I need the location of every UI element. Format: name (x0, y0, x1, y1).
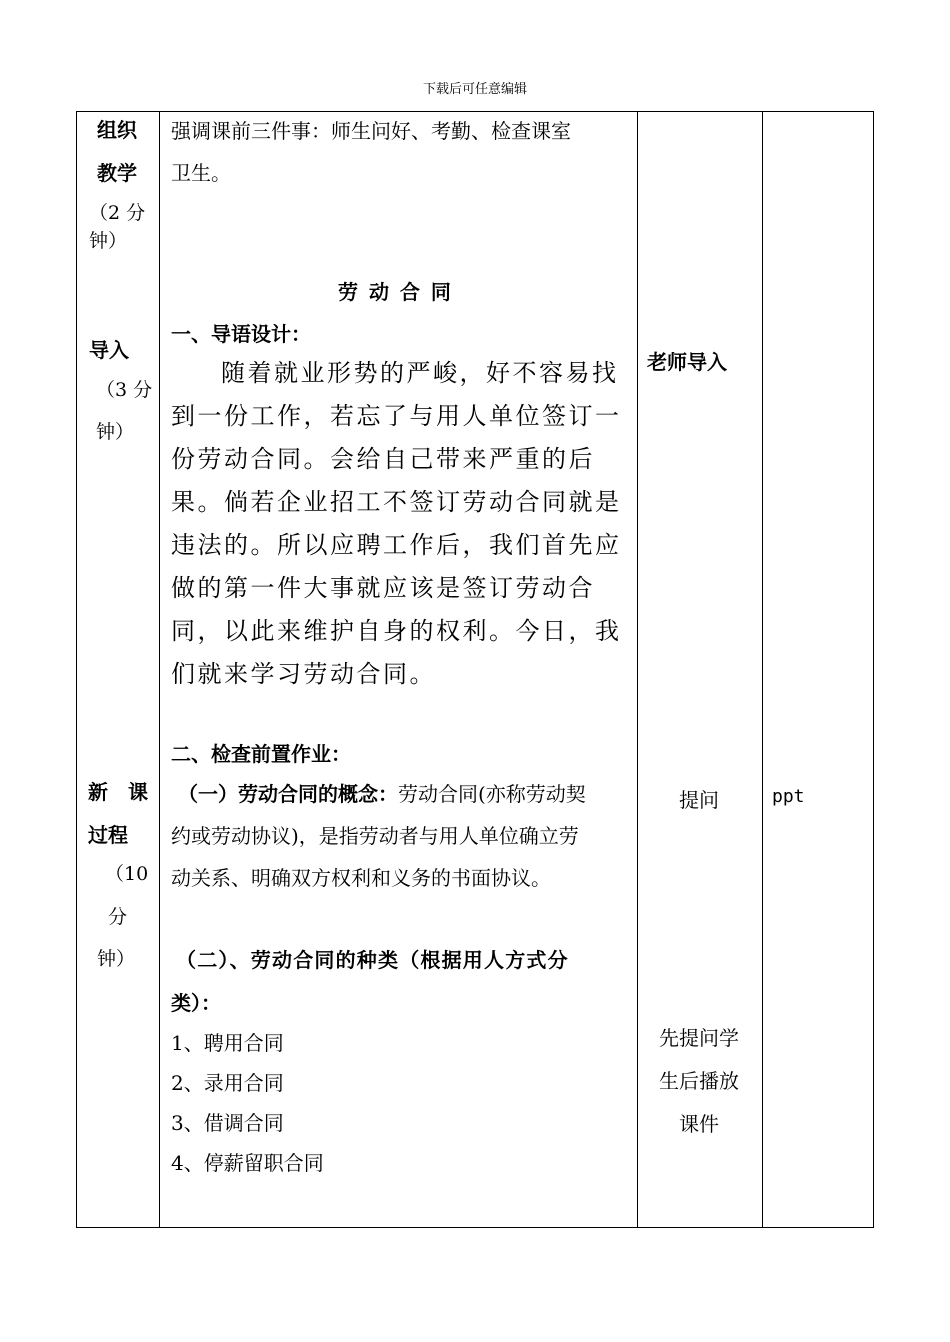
concept-line2: 约或劳动协议)，是指劳动者与用人单位确立劳 (171, 824, 579, 848)
section-intro-heading: 一、导语设计： (171, 322, 311, 346)
type-item: 3、借调合同 (171, 1111, 284, 1135)
intro-line: 果。倘若企业招工不签订劳动合同就是 (171, 488, 622, 516)
stage-new-line1: 新 课 (88, 780, 148, 804)
stage-new-time2: 分 (108, 906, 128, 928)
types-heading-line2: 类）： (171, 991, 221, 1015)
stage-org-time2: 钟） (89, 230, 128, 252)
concept-line3: 动关系、明确双方权利和义务的书面协议。 (171, 866, 551, 890)
intro-line: 违法的。所以应聘工作后，我们首先应 (171, 531, 622, 559)
stage-org-time1: （2 分 (89, 202, 146, 224)
intro-line: 随着就业形势的严峻，好不容易找 (221, 359, 619, 387)
column-divider (159, 112, 160, 1227)
intro-line: 到一份工作，若忘了与用人单位签订一 (171, 402, 622, 430)
column-divider (762, 112, 763, 1227)
stage-new-line2: 过程 (88, 823, 128, 847)
stage-new-time1: （10 (105, 863, 149, 885)
column-divider (637, 112, 638, 1227)
stage-new-time3: 钟） (97, 948, 136, 970)
stage-intro-time2: 钟） (96, 421, 135, 443)
intro-line: 做的第一件大事就应该是签订劳动合 (171, 574, 595, 602)
org-text-line2: 卫生。 (171, 161, 231, 185)
type-item: 1、聘用合同 (171, 1031, 284, 1055)
concept-line1 (178, 778, 586, 807)
header-note: 下载后可任意编辑 (422, 82, 527, 97)
types-heading-line1: （二）、劳动合同的种类（根据用人方式分 (176, 948, 569, 972)
concept-label: （一）劳动合同的概念： (178, 782, 398, 806)
method-ask-then-line1: 先提问学 (659, 1026, 739, 1050)
method-ask-then-line3: 课件 (679, 1112, 719, 1136)
type-item: 4、停薪留职合同 (171, 1151, 324, 1175)
intro-line: 们就来学习劳动合同。 (171, 660, 436, 688)
intro-line: 份劳动合同。会给自己带来严重的后 (171, 445, 595, 473)
media-ppt: ppt (772, 786, 805, 807)
stage-intro: 导入 (89, 338, 129, 362)
method-ask: 提问 (679, 788, 719, 812)
teacher-intro: 老师导入 (647, 350, 727, 374)
stage-intro-time1: （3 分 (96, 379, 153, 401)
method-ask-then-line2: 生后播放 (659, 1069, 739, 1093)
stage-org-line1: 组织 (97, 118, 137, 142)
page-title: 劳 动 合 同 (338, 280, 451, 304)
org-text-line1: 强调课前三件事：师生问好、考勤、检查课室 (171, 119, 571, 143)
section-homework-heading: 二、检查前置作业： (171, 742, 351, 766)
type-item: 2、录用合同 (171, 1071, 284, 1095)
stage-org-line2: 教学 (97, 161, 137, 185)
intro-line: 同，以此来维护自身的权利。今日，我 (171, 617, 622, 645)
concept-text: 劳动合同(亦称劳动契 (398, 782, 586, 806)
